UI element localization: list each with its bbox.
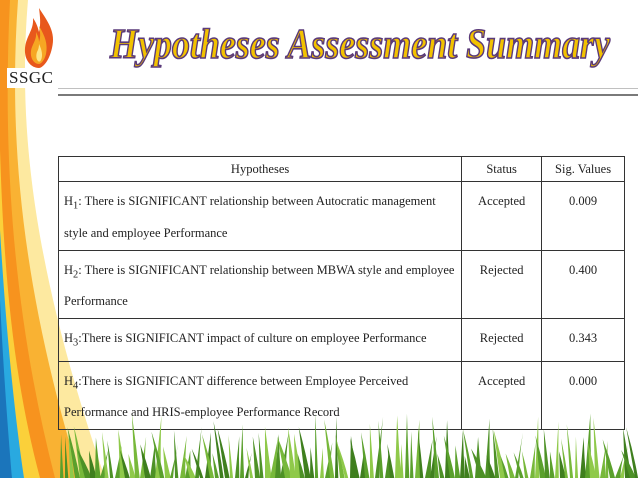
hypothesis-label: H [64,262,74,277]
grass-blade [410,432,413,478]
grass-blade [400,444,404,478]
grass-blade [315,414,318,478]
grass-blade [95,438,101,478]
grass-blade [235,436,239,478]
table-row [59,250,625,319]
table-row [59,182,625,251]
status-cell: Rejected [462,319,542,362]
hypothesis-text: : There is SIGNIFICANT relationship between MBWA style and employee Performance [64,262,455,308]
grass-blade [395,416,401,478]
sig-value-cell: 0.343 [542,319,625,362]
header-hypotheses: Hypotheses [59,157,462,182]
hypothesis-text: :There is SIGNIFICANT impact of culture on employee Performance [78,331,427,345]
hypothesis-text: : There is SIGNIFICANT relationship between Autocratic management style and employee Performance [64,194,436,240]
grass-blade [455,445,460,478]
grass-blade [107,441,113,478]
page-title-text: Hypotheses Assessment Summary [109,22,611,68]
sig-value-cell: 0.400 [542,250,625,319]
grass-blade [265,427,272,478]
grass-blade [259,433,264,478]
hypothesis-text: :There is SIGNIFICANT difference between Employee Perceived Performance and HRIS-employee Performance Record [64,373,409,419]
grass-blade [163,447,171,478]
grass-blade [544,429,550,478]
grass-blades [60,413,638,478]
grass-blade [575,437,578,478]
grass-blade [514,452,524,478]
page-title [100,6,620,78]
ssgc-logo-text: SSGC [9,68,54,87]
hypothesis-index: 4 [73,380,79,391]
grass-blade [370,424,374,478]
hypothesis-index: 1 [73,200,79,212]
status-cell: Accepted [462,361,542,430]
grass-blade [180,436,187,478]
grass-blade [522,451,529,478]
grass-blade [174,430,178,478]
hypothesis-label: H [64,194,74,208]
title-divider [58,94,638,96]
grass-blade [405,414,409,478]
hypothesis-cell [59,182,462,251]
hypothesis-label: H [64,331,74,345]
grass-blade [555,422,559,478]
grass-blade [567,424,573,478]
decorative-grass [0,410,638,478]
hypothesis-label: H [64,373,74,388]
status-cell: Accepted [462,182,542,251]
table-row [59,319,625,362]
grass-blade [550,451,555,478]
grass-blade [324,419,334,478]
table-header-row [59,157,625,182]
grass-blade [65,436,68,478]
hypotheses-table [58,156,625,430]
sig-value-cell: 0.009 [542,182,625,251]
grass-blade [132,414,140,478]
status-cell: Rejected [462,250,542,319]
grass-blade [580,437,586,478]
grass-blade [240,424,244,478]
header-status: Status [462,157,542,182]
grass-blade [320,448,324,478]
hypothesis-cell [59,250,462,319]
hypothesis-index: 2 [73,269,79,280]
hypothesis-index: 3 [73,337,79,349]
flame-logo-icon [18,6,60,70]
grass-blade [310,447,314,478]
grass-blade [600,449,605,478]
grass-blade [228,435,233,478]
header-sig-values: Sig. Values [542,157,625,182]
grass-blade [60,434,63,478]
grass-blade [530,442,536,478]
sig-value-cell: 0.000 [542,361,625,430]
hypothesis-cell [59,319,462,362]
title-divider-light [58,88,638,89]
